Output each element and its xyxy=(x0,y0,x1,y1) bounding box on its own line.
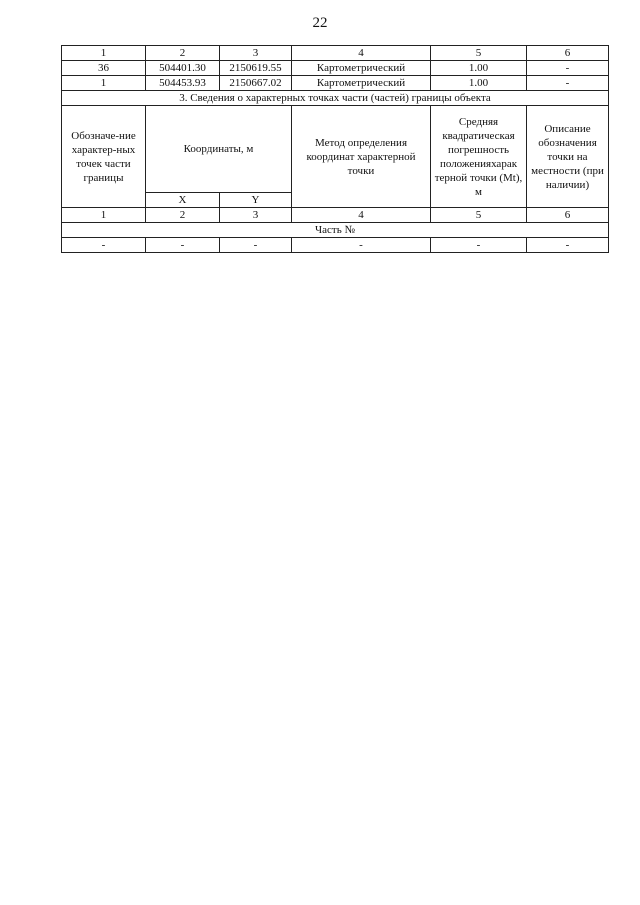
header-cell: 4 xyxy=(292,46,431,61)
part-row xyxy=(62,223,609,238)
error-header: Средняя квадратическая погрешность положенияхарак терной точки (Mt), м xyxy=(431,106,527,208)
column-numbers-row xyxy=(62,208,609,223)
table-row xyxy=(62,76,609,91)
error-cell: 1.00 xyxy=(431,61,527,76)
table-row xyxy=(62,238,609,253)
characteristic-points-table xyxy=(61,45,609,253)
x-coordinate-cell: 504453.93 xyxy=(146,76,220,91)
x-coordinate-cell: 504401.30 xyxy=(146,61,220,76)
page-number: 22 xyxy=(312,15,328,31)
error-cell: 1.00 xyxy=(431,76,527,91)
section-title-row xyxy=(62,91,609,106)
empty-cell: - xyxy=(146,238,220,253)
column-number: 3 xyxy=(220,208,292,223)
column-number: 5 xyxy=(431,208,527,223)
empty-cell: - xyxy=(527,238,609,253)
method-cell: Картометрический xyxy=(292,61,431,76)
header-cell: 3 xyxy=(220,46,292,61)
coordinates-header: Координаты, м xyxy=(146,106,292,193)
header-cell: 1 xyxy=(62,46,146,61)
part-label: Часть № xyxy=(62,223,609,238)
empty-cell: - xyxy=(431,238,527,253)
column-number: 1 xyxy=(62,208,146,223)
description-header: Описание обозначения точки на местности (при наличии) xyxy=(527,106,609,208)
column-number: 6 xyxy=(527,208,609,223)
point-designation-header: Обозначе-ние характер-ных точек части границы xyxy=(62,106,146,208)
y-header: Y xyxy=(220,193,292,208)
header-cell: 6 xyxy=(527,46,609,61)
method-cell: Картометрический xyxy=(292,76,431,91)
y-coordinate-cell: 2150619.55 xyxy=(220,61,292,76)
x-header: X xyxy=(146,193,220,208)
y-coordinate-cell: 2150667.02 xyxy=(220,76,292,91)
description-cell: - xyxy=(527,61,609,76)
point-number-cell: 36 xyxy=(62,61,146,76)
description-cell: - xyxy=(527,76,609,91)
method-header: Метод определения координат характерной точки xyxy=(292,106,431,208)
point-number-cell: 1 xyxy=(62,76,146,91)
section-header-row xyxy=(62,106,609,193)
column-number: 4 xyxy=(292,208,431,223)
table-row xyxy=(62,61,609,76)
empty-cell: - xyxy=(220,238,292,253)
header-cell: 2 xyxy=(146,46,220,61)
table-header-row xyxy=(62,46,609,61)
empty-cell: - xyxy=(292,238,431,253)
section-title: 3. Сведения о характерных точках части (частей) границы объекта xyxy=(62,91,609,106)
empty-cell: - xyxy=(62,238,146,253)
header-cell: 5 xyxy=(431,46,527,61)
column-number: 2 xyxy=(146,208,220,223)
